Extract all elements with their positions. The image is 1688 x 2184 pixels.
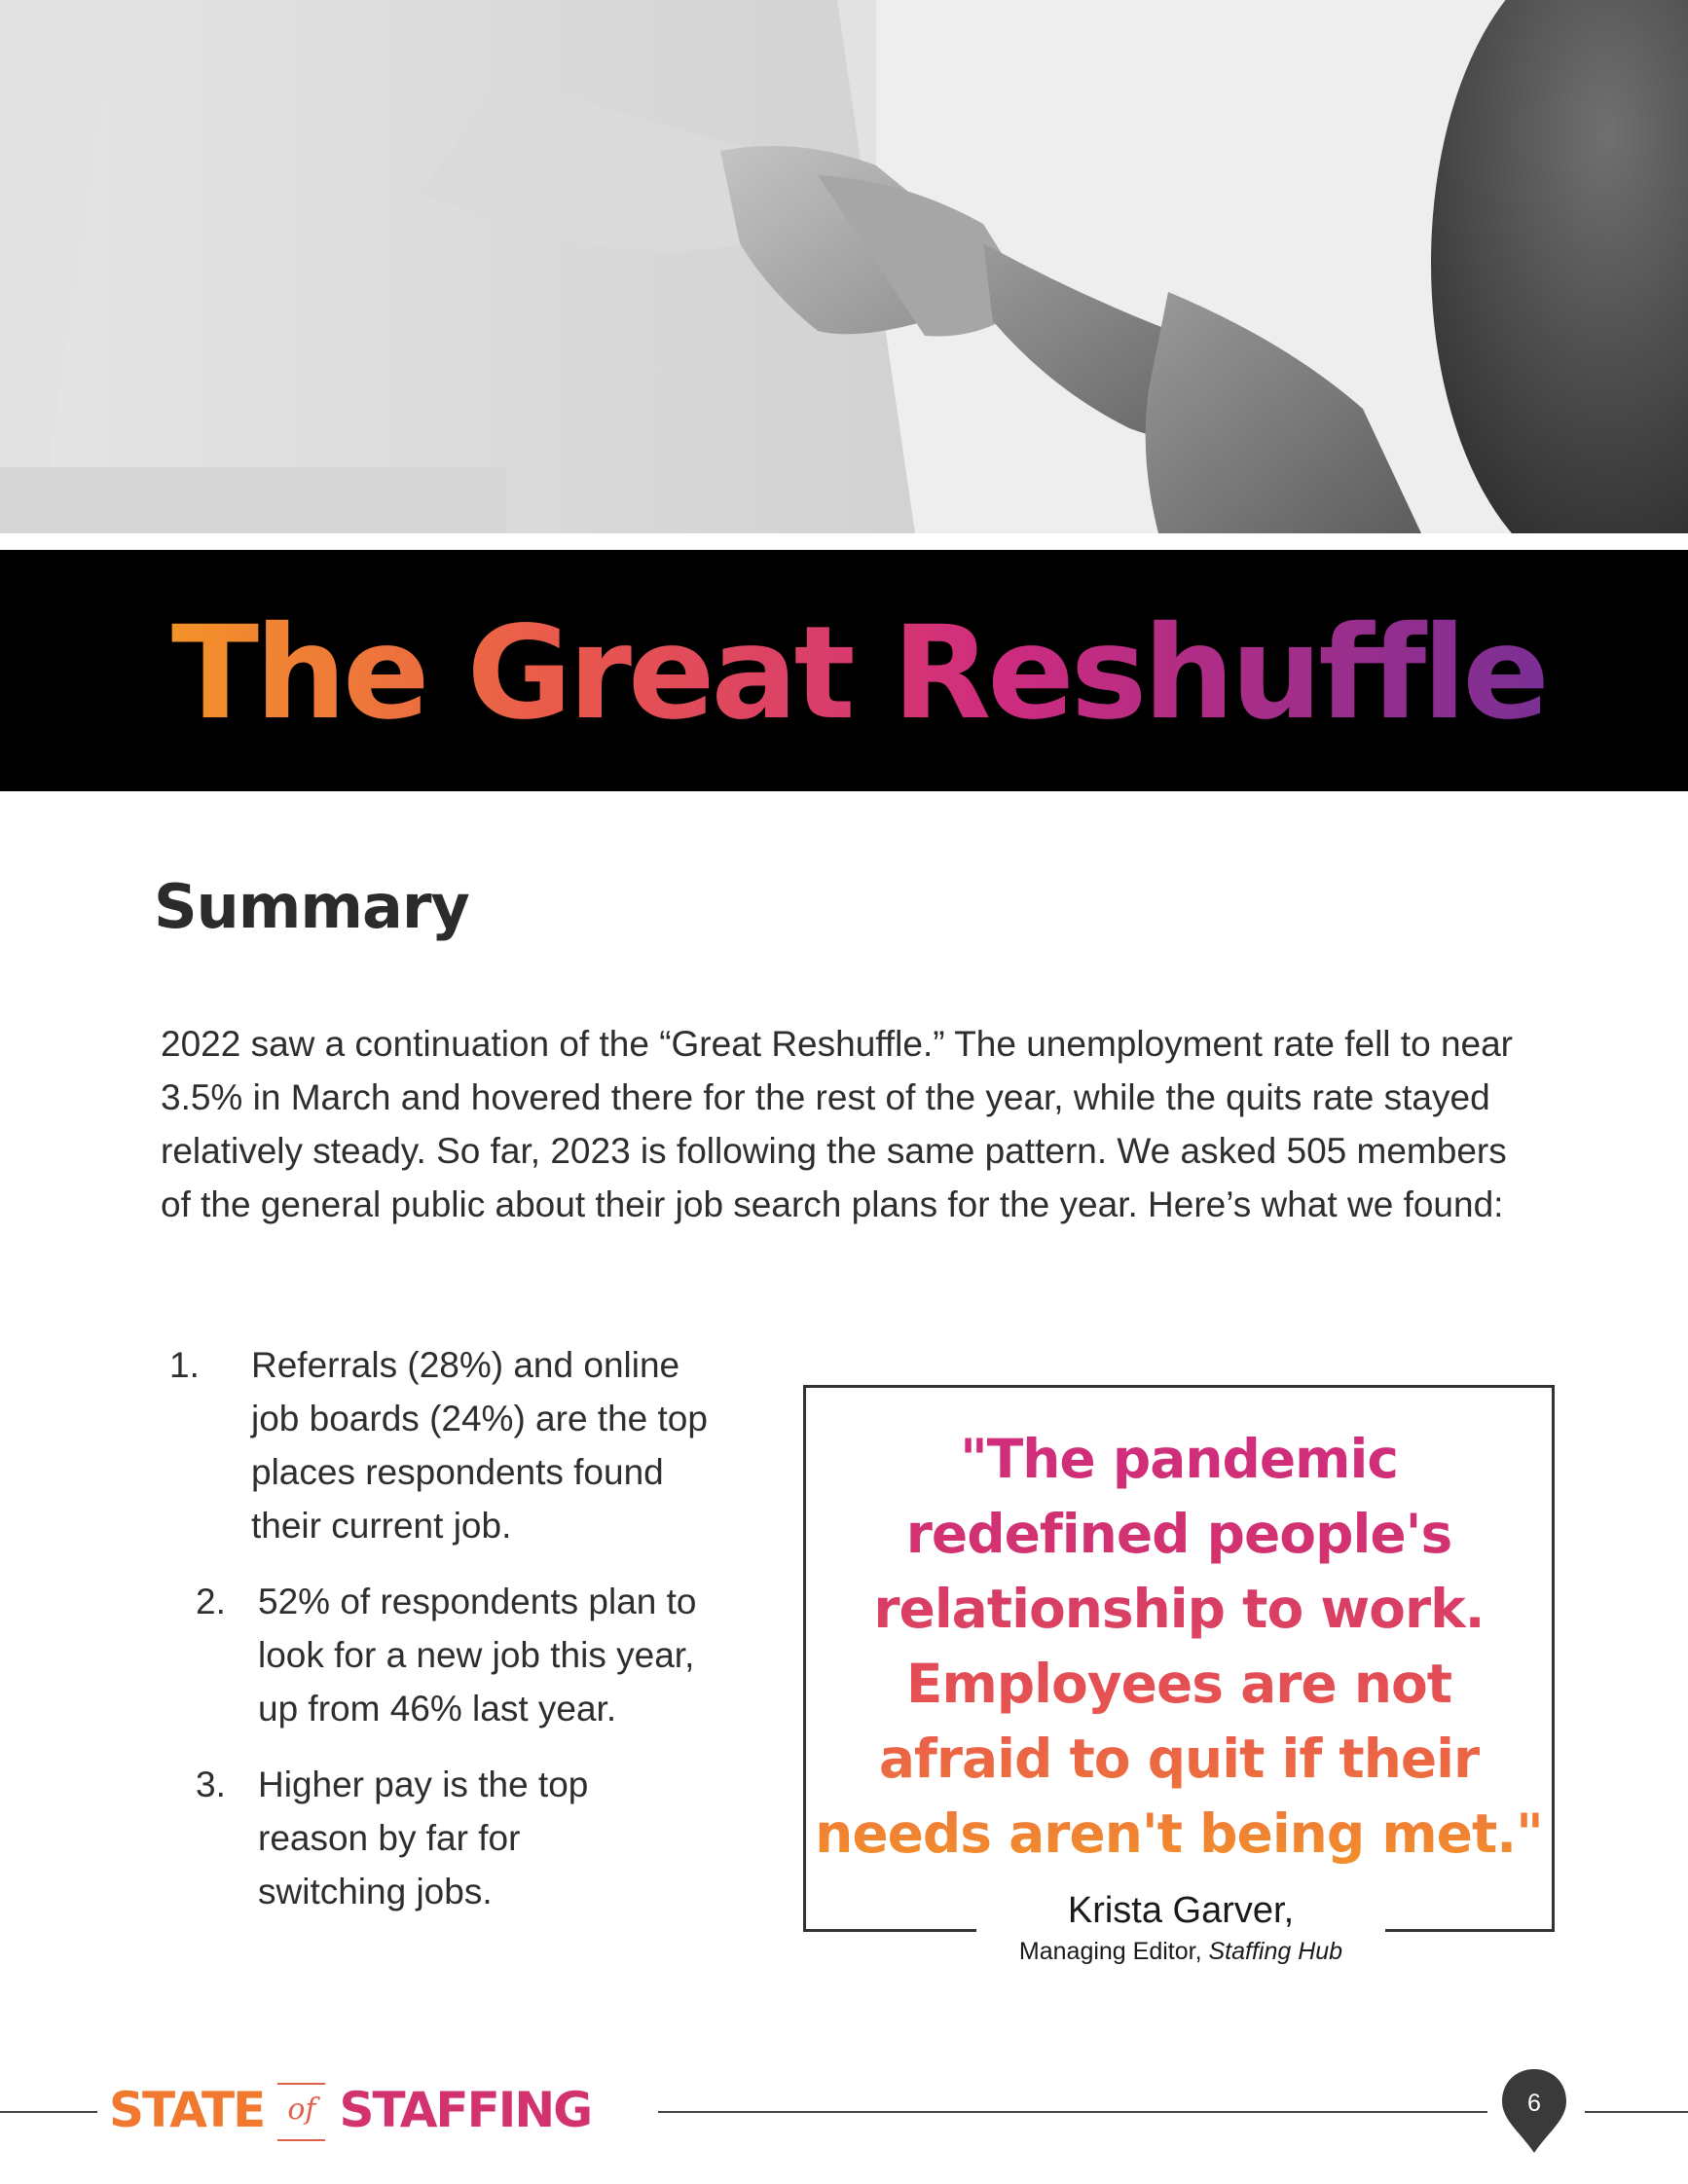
summary-intro: 2022 saw a continuation of the “Great Reshuffle.” The unemployment rate fell to near 3.5% in March and hovered there for the rest of the year, while the quits rate stayed relatively steady. So far, 2023 is following the same pattern. We asked 505 members of the general public about their job search plans for the year. Here’s what we found: (161, 1024, 1513, 1224)
logo-word-staffing: STAFFING (339, 2082, 592, 2138)
state-of-staffing-logo (109, 2081, 591, 2139)
footer-rule-right (1585, 2111, 1688, 2113)
pull-quote-text: "The pandemic redefined people's relationship to work. Employees are not afraid to quit if their needs aren't being met." (813, 1422, 1545, 1872)
quote-role-title: Managing Editor, (1018, 1938, 1202, 1965)
page-number: 6 (1527, 2090, 1541, 2117)
summary-heading: Summary (154, 871, 469, 942)
logo-word-of: of (277, 2081, 325, 2139)
quote-author: Krista Garver, (1067, 1890, 1295, 1931)
handshake-illustration (0, 0, 1688, 533)
quote-author-role (928, 1937, 1434, 1966)
list-number: 2. (196, 1582, 226, 1621)
footer-rule-left (0, 2111, 97, 2113)
list-text: Higher pay is the top reason by far for switching jobs. (258, 1765, 589, 1911)
hero-handshake-photo (0, 0, 1688, 533)
footer-rule-middle (658, 2111, 1487, 2113)
quote-publication: Staffing Hub (1208, 1938, 1343, 1965)
list-text: 52% of respondents plan to look for a new job this year, up from 46% last year. (258, 1582, 697, 1729)
list-number: 1. (169, 1345, 200, 1385)
page-title: The Great Reshuffle (171, 596, 1546, 751)
logo-word-state: STATE (109, 2082, 265, 2138)
list-number: 3. (196, 1765, 226, 1804)
list-text: Referrals (28%) and online job boards (24%) are the top places respondents found their current job. (251, 1345, 708, 1546)
